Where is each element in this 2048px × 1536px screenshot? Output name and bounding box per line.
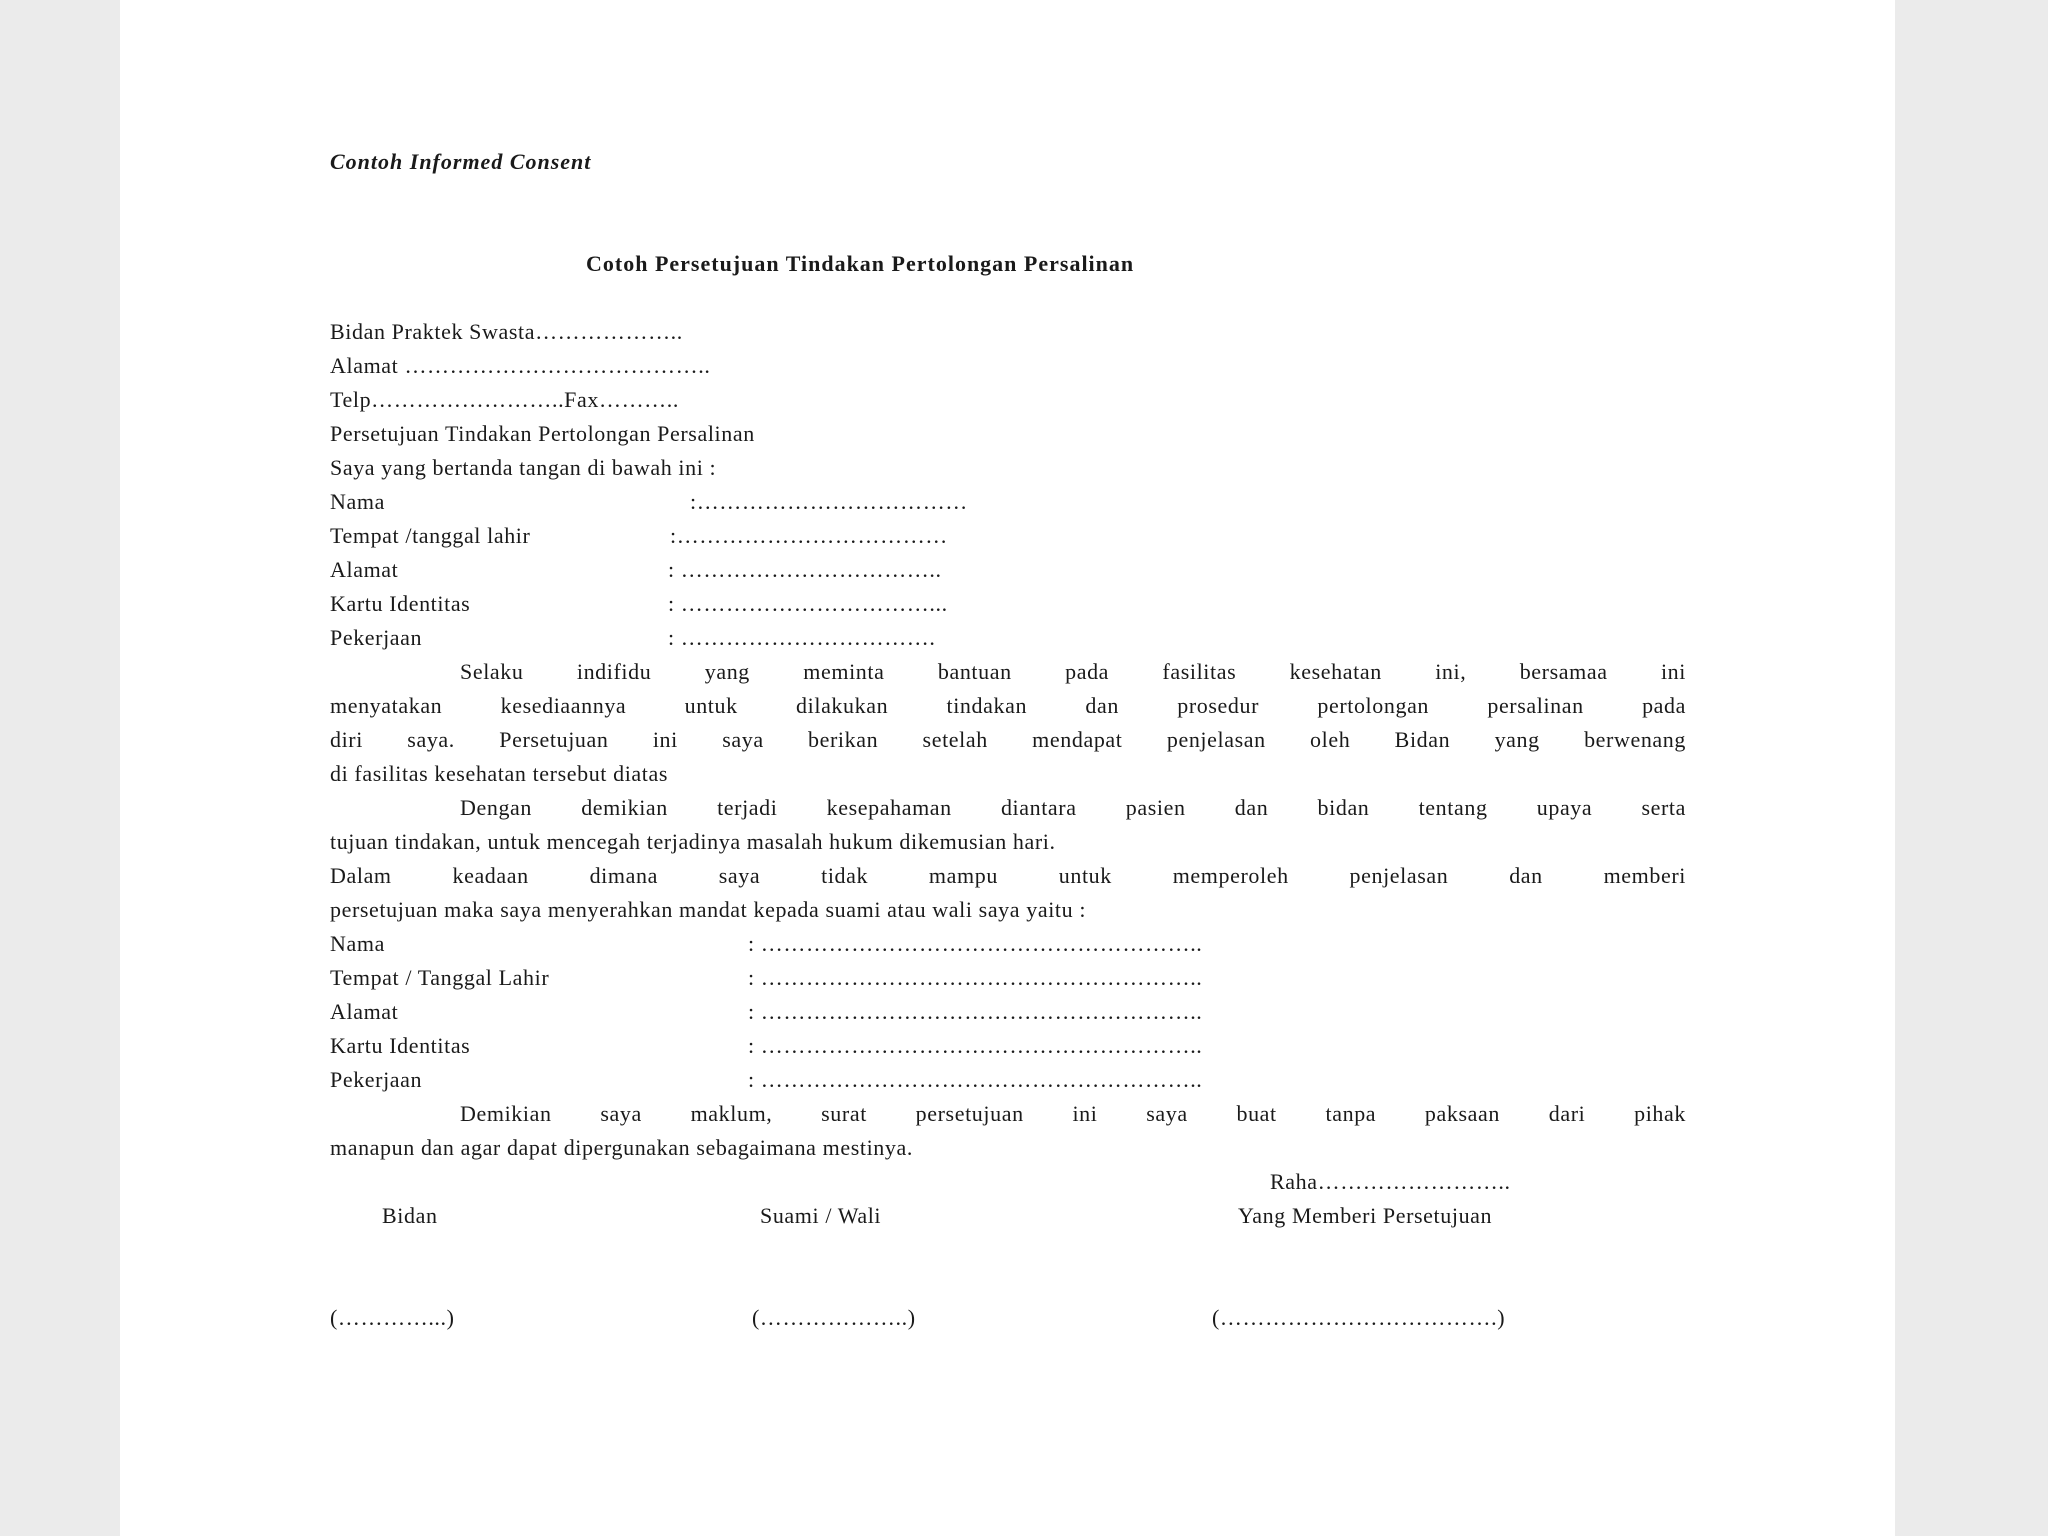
paragraph1-line2: menyatakan kesediaannya untuk dilakukan tindakan dan prosedur pertolongan persalinan pada: [330, 693, 1686, 718]
patient-field-address: [330, 557, 1686, 583]
signature-blank-consenter: (……………………………….): [1212, 1305, 1506, 1330]
field-value: :………………………………: [670, 523, 948, 548]
field-label: Kartu Identitas: [330, 1033, 471, 1058]
field-label: Kartu Identitas: [330, 591, 471, 616]
signature-blank-bidan: (…………...): [330, 1305, 455, 1330]
field-label: Tempat / Tanggal Lahir: [330, 965, 550, 990]
paragraph1-line3: diri saya. Persetujuan ini saya berikan setelah mendapat penjelasan oleh Bidan yang berwenang: [330, 727, 1686, 752]
signature-role-consenter: Yang Memberi Persetujuan: [1238, 1203, 1493, 1228]
paragraph1-line1: Selaku indifidu yang meminta bantuan pada fasilitas kesehatan ini, bersamaa ini: [460, 659, 1686, 684]
guardian-field-address: [330, 999, 1686, 1025]
field-value: :………………………………: [690, 489, 968, 514]
patient-field-birth: [330, 523, 1686, 549]
field-value: : …………………………………………………..: [748, 931, 1203, 956]
header-line-phone-fax: Telp……………………..Fax………..: [330, 387, 679, 412]
field-label: Pekerjaan: [330, 1067, 423, 1092]
guardian-field-name: [330, 931, 1686, 957]
field-value: : …………………………………………………..: [748, 999, 1203, 1024]
patient-field-id-card: [330, 591, 1686, 617]
header-line-intro: Saya yang bertanda tangan di bawah ini :: [330, 455, 717, 480]
paragraph4-line2: manapun dan agar dapat dipergunakan sebagaimana mestinya.: [330, 1135, 913, 1160]
signature-role-bidan: Bidan: [382, 1203, 438, 1228]
field-label: Pekerjaan: [330, 625, 423, 650]
paragraph3-line2: persetujuan maka saya menyerahkan mandat kepada suami atau wali saya yaitu :: [330, 897, 1087, 922]
place-date: Raha……………………..: [1270, 1169, 1511, 1194]
header-line-clinic: Bidan Praktek Swasta………………..: [330, 319, 683, 344]
guardian-field-birth: [330, 965, 1686, 991]
paragraph3-line1: Dalam keadaan dimana saya tidak mampu untuk memperoleh penjelasan dan memberi: [330, 863, 1686, 888]
paragraph4-line1: Demikian saya maklum, surat persetujuan ini saya buat tanpa paksaan dari pihak: [460, 1101, 1686, 1126]
field-value: : …………………………………………………..: [748, 1067, 1203, 1092]
header-line-consent-title: Persetujuan Tindakan Pertolongan Persalinan: [330, 421, 755, 446]
patient-field-occupation: [330, 625, 1686, 651]
paragraph2-line2: tujuan tindakan, untuk mencegah terjadinya masalah hukum dikemusian hari.: [330, 829, 1056, 854]
field-value: : …………………………….: [668, 625, 936, 650]
patient-field-name: [330, 489, 1686, 515]
paragraph1-line4: di fasilitas kesehatan tersebut diatas: [330, 761, 669, 786]
signature-role-suami-wali: Suami / Wali: [760, 1203, 882, 1228]
field-label: Alamat: [330, 557, 399, 582]
guardian-field-occupation: [330, 1067, 1686, 1093]
field-value: : …………………………………………………..: [748, 965, 1203, 990]
field-label: Tempat /tanggal lahir: [330, 523, 531, 548]
field-label: Nama: [330, 931, 385, 956]
guardian-field-id-card: [330, 1033, 1686, 1059]
field-value: : …………………………………………………..: [748, 1033, 1203, 1058]
paragraph2-line1: Dengan demikian terjadi kesepahaman diantara pasien dan bidan tentang upaya serta: [460, 795, 1686, 820]
field-label: Alamat: [330, 999, 399, 1024]
document-page: [120, 0, 1895, 1536]
field-label: Nama: [330, 489, 385, 514]
document-heading: Contoh Informed Consent: [330, 149, 592, 174]
field-value: : ……………………………..: [668, 557, 942, 582]
field-value: : ……………………………...: [668, 591, 948, 616]
header-line-address: Alamat …………………………………..: [330, 353, 711, 378]
signature-blank-suami-wali: (………………..): [752, 1305, 916, 1330]
document-title: Cotoh Persetujuan Tindakan Pertolongan Persalinan: [586, 251, 1135, 276]
